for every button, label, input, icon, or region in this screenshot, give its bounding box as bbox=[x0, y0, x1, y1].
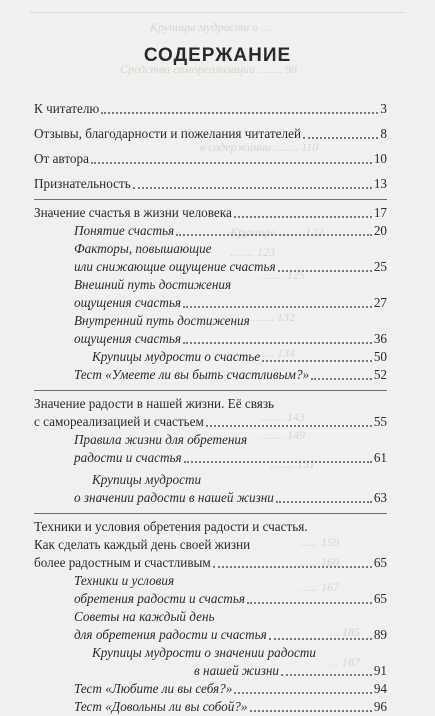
toc-subentry[interactable]: радости и счастья 61 bbox=[74, 450, 387, 465]
toc-subentry-line: Техники и условия bbox=[74, 573, 175, 588]
toc-entry[interactable]: Отзывы, благодарности и пожелания читателей 8 bbox=[34, 126, 387, 141]
toc-subentry-line: Факторы, повышающие bbox=[74, 241, 212, 256]
section-divider bbox=[34, 513, 387, 514]
toc-section-3-line: Техники и условия обретения радости и счастья. bbox=[34, 519, 308, 534]
toc-subentry[interactable]: Тест «Любите ли вы себя?» 94 bbox=[74, 681, 387, 696]
toc-entry[interactable]: К читателю 3 bbox=[34, 101, 387, 116]
toc-section-1[interactable]: Значение счастья в жизни человека 17 bbox=[34, 205, 387, 220]
toc-subentry[interactable]: обретения радости и счастья 65 bbox=[74, 591, 387, 606]
toc-subentry[interactable]: Тест «Умеете ли вы быть счастливым?» 52 bbox=[74, 367, 387, 382]
table-of-contents bbox=[34, 100, 387, 716]
toc-subentry[interactable]: Тест «Довольны ли вы собой?» 96 bbox=[74, 699, 387, 714]
toc-entry[interactable]: От автора 10 bbox=[34, 151, 387, 166]
toc-subentry-line: Правила жизни для обретения bbox=[74, 432, 248, 447]
toc-subentry-line: Крупицы мудрости о значении радости bbox=[92, 645, 316, 660]
header-rule bbox=[30, 6, 405, 13]
toc-subentry[interactable]: Понятие счастья 20 bbox=[74, 223, 387, 238]
toc-subentry[interactable]: для обретения радости и счастья 89 bbox=[74, 627, 387, 642]
toc-subentry-line: Внешний путь достижения bbox=[74, 277, 232, 292]
toc-subentry-line: Советы на каждый день bbox=[74, 609, 215, 624]
toc-section-2[interactable]: с самореализацией и счастьем 55 bbox=[34, 414, 387, 429]
bleed-through-text: Крупицы мудрости о ... Средства самореализации ........ 98 в содержании ........ 110 Крупицы ........ 122 ........ 123 ........ 125 ........ 132 ........ 134 ........ 143 ........ 149 ........ 151 ...... 159 ...... 160 ...... 167 ... 185 ... 187 bbox=[120, 20, 360, 669]
toc-subentry[interactable]: Крупицы мудрости о счастье 50 bbox=[92, 349, 387, 364]
toc-entry[interactable]: Признательность 13 bbox=[34, 176, 387, 191]
section-divider bbox=[34, 199, 387, 200]
section-divider bbox=[34, 390, 387, 391]
toc-section-2-line: Значение радости в нашей жизни. Её связь bbox=[34, 396, 275, 411]
toc-subentry[interactable]: ощущения счастья 36 bbox=[74, 331, 387, 346]
toc-subentry[interactable]: ощущения счастья 27 bbox=[74, 295, 387, 310]
toc-subentry-line: Крупицы мудрости bbox=[92, 472, 202, 487]
toc-section-3[interactable]: более радостным и счастливым 65 bbox=[34, 555, 387, 570]
toc-subentry-line: Внутренний путь достижения bbox=[74, 313, 250, 328]
toc-subentry[interactable]: о значении радости в нашей жизни 63 bbox=[74, 490, 387, 505]
toc-subentry[interactable]: или снижающие ощущение счастья 25 bbox=[74, 259, 387, 274]
toc-subentry[interactable]: в нашей жизни 91 bbox=[194, 663, 387, 678]
toc-section-3-line: Как сделать каждый день своей жизни bbox=[34, 537, 251, 552]
page-title: СОДЕРЖАНИЕ bbox=[143, 45, 292, 66]
